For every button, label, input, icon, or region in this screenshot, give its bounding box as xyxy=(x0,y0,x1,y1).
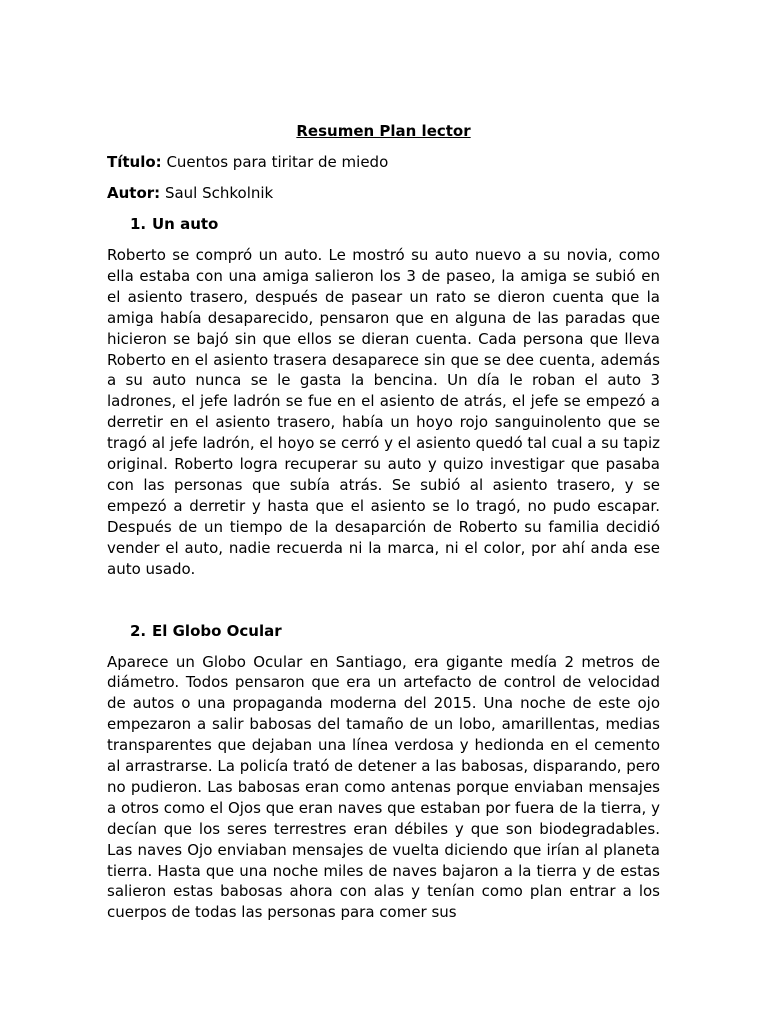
section-heading-2 xyxy=(130,621,660,641)
author-value: Saul Schkolnik xyxy=(160,184,274,202)
author-line xyxy=(107,183,660,203)
document-page xyxy=(107,121,660,923)
title-line xyxy=(107,152,660,172)
title-label: Título: xyxy=(107,153,162,171)
section-body-1: Roberto se compró un auto. Le mostró su auto nuevo a su novia, como ella estaba con una amiga salieron los 3 de paseo, la amiga se subió en el asiento trasero, después de pasear un rato se dieron cuenta que la amiga había desaparecido, pensaron que en alguna de las paradas que hicieron se bajó sin que ellos se dieran cuenta. Cada persona que lleva Roberto en el asiento trasera desaparece sin que se dee cuenta, además a su auto nunca se le gasta la bencina. Un día le roban el auto 3 ladrones, el jefe ladrón se fue en el asiento de atrás, el jefe se empezó a derretir en el asiento trasero, había un hoyo rojo sanguinolento que se tragó al jefe ladrón, el hoyo se cerró y el asiento quedó tal cual a su tapiz original. Roberto logra recuperar su auto y quizo investigar que pasaba con las personas que subía atrás. Se subió al asiento trasero, y se empezó a derretir y hasta que el asiento se lo tragó, no pudo escapar. Después de un tiempo de la desaparción de Roberto su familia decidió vender el auto, nadie recuerda ni la marca, ni el color, por ahí anda ese auto usado. xyxy=(107,246,660,578)
section-number-2: 2. xyxy=(130,621,147,640)
section-title-2: El Globo Ocular xyxy=(152,621,282,640)
section-number-1: 1. xyxy=(130,215,147,233)
title-value: Cuentos para tiritar de miedo xyxy=(161,153,389,171)
section-heading-1 xyxy=(130,214,660,234)
author-label: Autor: xyxy=(107,184,161,202)
section-spacer xyxy=(107,580,660,621)
section-title-1: Un auto xyxy=(152,215,219,233)
document-title: Resumen Plan lector xyxy=(296,122,471,140)
section-body-2: Aparece un Globo Ocular en Santiago, era gigante medía 2 metros de diámetro. Todos pensaron que era un artefacto de control de velocidad de autos o una propaganda moderna del 2015. Una noche de este ojo empezaron a salir babosas del tamaño de un lobo, amarillentas, medias transparentes que dejaban una línea verdosa y hedionda en el cemento al arrastrarse. La policía trató de detener a las babosas, disparando, pero no pudieron. Las babosas eran como antenas porque enviaban mensajes a otros como el Ojos que eran naves que estaban por fuera de la tierra, y decían que los seres terrestres eran débiles y que son biodegradables. Las naves Ojo enviaban mensajes de vuelta diciendo que irían al planeta tierra. Hasta que una noche miles de naves bajaron a la tierra y de estas salieron estas babosas ahora con alas y tenían como plan entrar a los cuerpos de todas las personas para comer sus xyxy=(107,652,660,922)
